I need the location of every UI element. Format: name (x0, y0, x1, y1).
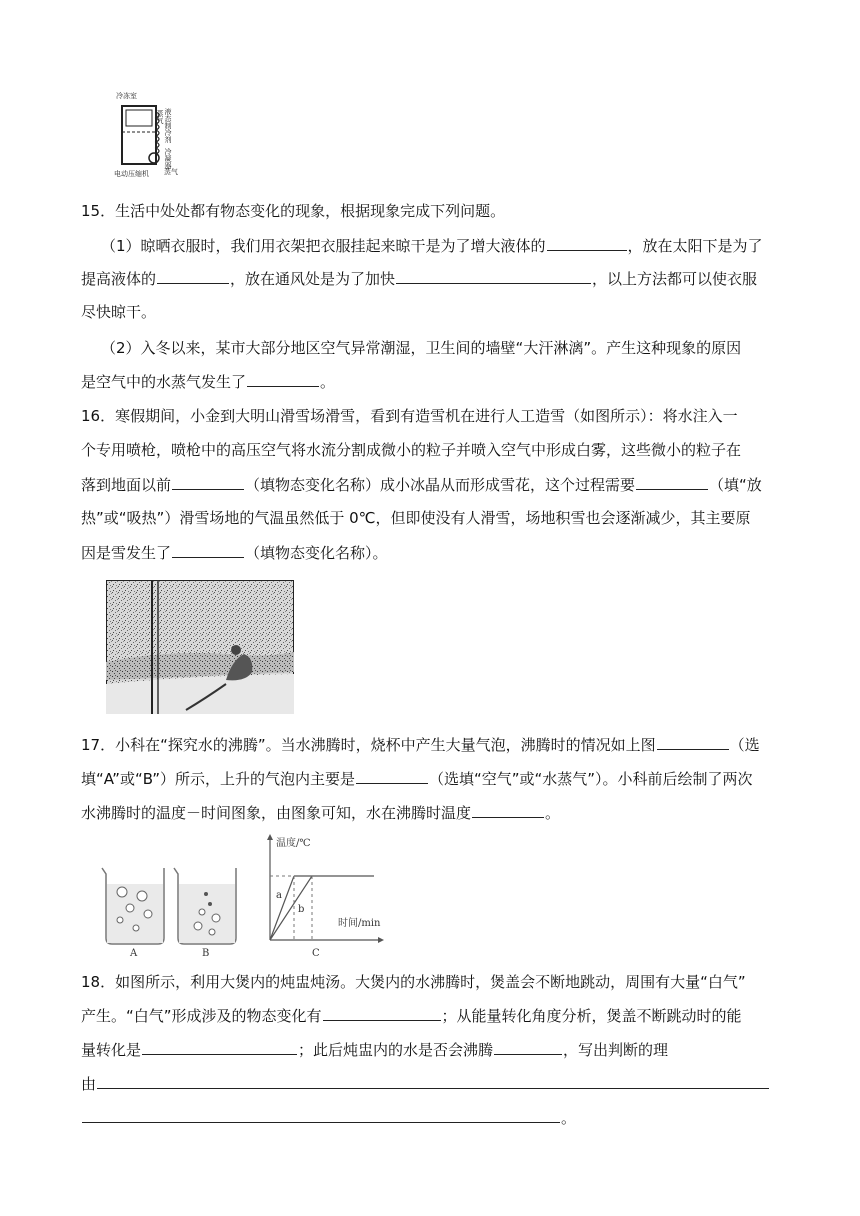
q18-line3: 量转化是 ；此后炖盅内的水是否会沸腾 ，写出判断的理 (81, 1041, 669, 1059)
q15-stem: 15．生活中处处都有物态变化的现象，根据现象完成下列问题。 (81, 202, 506, 220)
freezer-label: 冷冻室 (116, 92, 137, 100)
q16-line5: 因是雪发生了 （填物态变化名称）。 (81, 544, 388, 562)
q18-line5: 。 (81, 1107, 576, 1128)
q16-blank-2[interactable] (636, 474, 708, 490)
beaker-b (174, 868, 236, 959)
refrigerator-diagram (112, 88, 192, 180)
q15-part2-line1: （2）入冬以来，某市大部分地区空气异常潮湿，卫生间的墙壁“大汗淋漓”。产生这种现象的原因 (101, 339, 742, 357)
q15-blank-1[interactable] (547, 235, 627, 251)
q18-line1: 18．如图所示，利用大煲内的炖盅炖汤。大煲内的水沸腾时，煲盖会不断地跳动，周围有大量“白气” (81, 973, 746, 991)
refrigerant-label: 液态制冷剂 (164, 108, 172, 143)
q18-line2: 产生。“白气”形成涉及的物态变化有 ；从能量转化角度分析，煲盖不断跳动时的能 (81, 1007, 742, 1025)
snowmaking-photo (106, 580, 294, 714)
x-axis-label: 时间/min (338, 918, 381, 929)
vapor-bottom-label: 蒸气 (164, 168, 178, 176)
q18-blank-4[interactable] (97, 1073, 769, 1089)
q16-line3: 落到地面以前 （填物态变化名称）成小冰晶从而形成雪花，这个过程需要 （填“放 (81, 476, 762, 494)
compressor-label: 电动压缩机 (114, 170, 149, 178)
temp-time-graph (267, 834, 384, 959)
q18-blank-1[interactable] (323, 1005, 441, 1021)
q15-blank-2[interactable] (157, 268, 229, 284)
q18-blank-2[interactable] (142, 1039, 297, 1055)
q15-part1-line1: （1）晾晒衣服时，我们用衣架把衣服挂起来晾干是为了增大液体的 ，放在太阳下是为了 (101, 237, 763, 255)
label-b: B (202, 948, 210, 959)
q18-blank-3[interactable] (494, 1039, 562, 1055)
boiling-figure (98, 834, 398, 960)
vapor-top-label: 蒸气 (156, 110, 164, 124)
q16-blank-1[interactable] (172, 474, 244, 490)
q18-blank-5[interactable] (82, 1107, 560, 1123)
q16-line2: 个专用喷枪，喷枪中的高压空气将水流分割成微小的粒子并喷入空气中形成白雾，这些微小的粒子在 (81, 441, 742, 459)
beaker-a (102, 868, 164, 959)
q15-part2-line2: 是空气中的水蒸气发生了 。 (81, 373, 336, 391)
y-axis-label: 温度/℃ (276, 838, 311, 849)
q16-line1: 16．寒假期间，小金到大明山滑雪场滑雪，看到有造雪机在进行人工造雪（如图所示）：将水注入一 (81, 407, 738, 425)
q17-line3: 水沸腾时的温度－时间图象，由图象可知，水在沸腾时温度 。 (81, 804, 561, 822)
q17-line1: 17．小科在“探究水的沸腾”。当水沸腾时，烧杯中产生大量气泡，沸腾时的情况如上图 （选 (81, 736, 760, 754)
line-a-label: a (276, 890, 282, 901)
q15-blank-4[interactable] (247, 371, 319, 387)
q16-blank-3[interactable] (172, 542, 244, 558)
q17-blank-1[interactable] (657, 734, 729, 750)
q17-blank-3[interactable] (472, 802, 544, 818)
q17-blank-2[interactable] (356, 768, 428, 784)
line-b-label: b (298, 904, 305, 915)
q16-line4: 热”或“吸热”）滑雪场地的气温虽然低于 0℃，但即使没有人滑雪，场地积雪也会逐渐减少，其主要原 (81, 509, 751, 527)
condenser-label: 冷凝器 (164, 148, 172, 169)
q15-part1-line3: 尽快晾干。 (81, 303, 157, 321)
q15-part1-line2: 提高液体的 ，放在通风处是为了加快 ，以上方法都可以使衣服 (81, 270, 758, 288)
label-c: C (312, 948, 320, 959)
q18-line4: 由 (81, 1073, 770, 1094)
q15-blank-3[interactable] (396, 268, 591, 284)
label-a: A (130, 948, 138, 959)
q17-line2: 填“A”或“B”）所示，上升的气泡内主要是 （选填“空气”或“水蒸气”）。小科前后绘制了两次 (81, 770, 753, 788)
